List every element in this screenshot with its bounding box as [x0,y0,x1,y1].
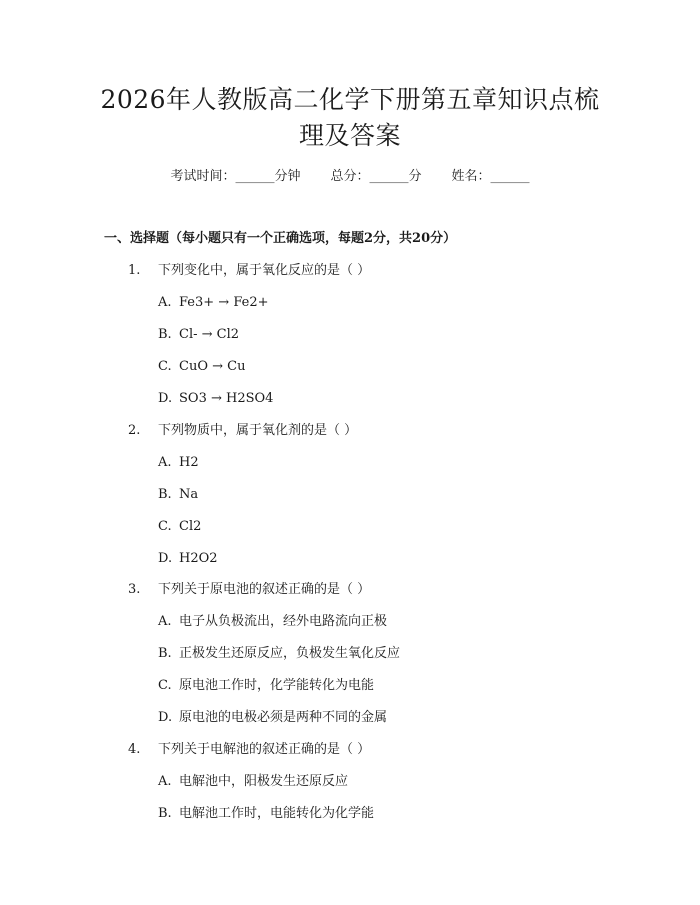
question-1 [128,261,370,281]
option-text: SO3 → H2SO4 [179,391,274,406]
question-1-option-a [158,293,269,313]
option-text: 正极发生还原反应，负极发生氧化反应 [179,646,401,661]
question-2-option-d [158,549,218,569]
option-text: Na [179,487,199,502]
question-2-option-a [158,453,199,473]
option-letter: C. [158,359,172,374]
question-number: 3. [128,582,141,597]
option-text: 电解池中，阳极发生还原反应 [179,774,349,789]
option-letter: D. [158,710,173,725]
option-text: Cl- → Cl2 [179,327,240,342]
option-text: Fe3+ → Fe2+ [179,295,269,310]
question-3-option-d [158,708,387,728]
exam-total-score: 总分：______分 [330,169,422,184]
question-1-option-c [158,357,245,377]
option-text: 电解池工作时，电能转化为化学能 [179,806,375,821]
option-letter: B. [158,646,172,661]
question-2-option-c [158,517,201,537]
option-letter: A. [158,774,172,789]
question-4-option-a [158,772,348,792]
option-text: H2 [179,455,199,470]
question-1-option-d [158,389,273,409]
question-1-option-b [158,325,239,345]
exam-time: 考试时间：______分钟 [170,169,301,184]
question-2-option-b [158,485,198,505]
option-text: CuO → Cu [179,359,246,374]
question-2 [128,421,357,441]
question-3-option-a [158,612,387,632]
question-3-option-c [158,676,374,696]
option-letter: A. [158,614,172,629]
section-heading-choice: 一、选择题（每小题只有一个正确选项，每题2分，共20分） [104,231,457,246]
option-letter: C. [158,519,172,534]
question-text: 下列关于电解池的叙述正确的是（ ） [158,742,371,757]
option-letter: D. [158,551,173,566]
option-letter: D. [158,391,173,406]
option-text: 电子从负极流出，经外电路流向正极 [179,614,388,629]
question-text: 下列物质中，属于氧化剂的是（ ） [158,423,358,438]
option-letter: B. [158,487,172,502]
option-letter: A. [158,455,172,470]
option-letter: B. [158,806,172,821]
question-4 [128,740,370,760]
question-number: 4. [128,742,141,757]
document-title-line-1: 2026年人教版高二化学下册第五章知识点梳 [100,85,600,114]
exam-meta-line [0,167,700,187]
question-number: 2. [128,423,141,438]
option-letter: B. [158,327,172,342]
document-title-line-2: 理及答案 [298,121,401,150]
question-text: 下列变化中，属于氧化反应的是（ ） [158,263,371,278]
option-letter: C. [158,678,172,693]
option-letter: A. [158,295,172,310]
option-text: H2O2 [179,551,218,566]
option-text: 原电池工作时，化学能转化为电能 [179,678,375,693]
question-number: 1. [128,263,141,278]
option-text: 原电池的电极必须是两种不同的金属 [179,710,388,725]
exam-name: 姓名：______ [451,169,530,184]
question-3-option-b [158,644,400,664]
question-3 [128,580,370,600]
question-text: 下列关于原电池的叙述正确的是（ ） [158,582,371,597]
question-4-option-b [158,804,374,824]
option-text: Cl2 [179,519,202,534]
